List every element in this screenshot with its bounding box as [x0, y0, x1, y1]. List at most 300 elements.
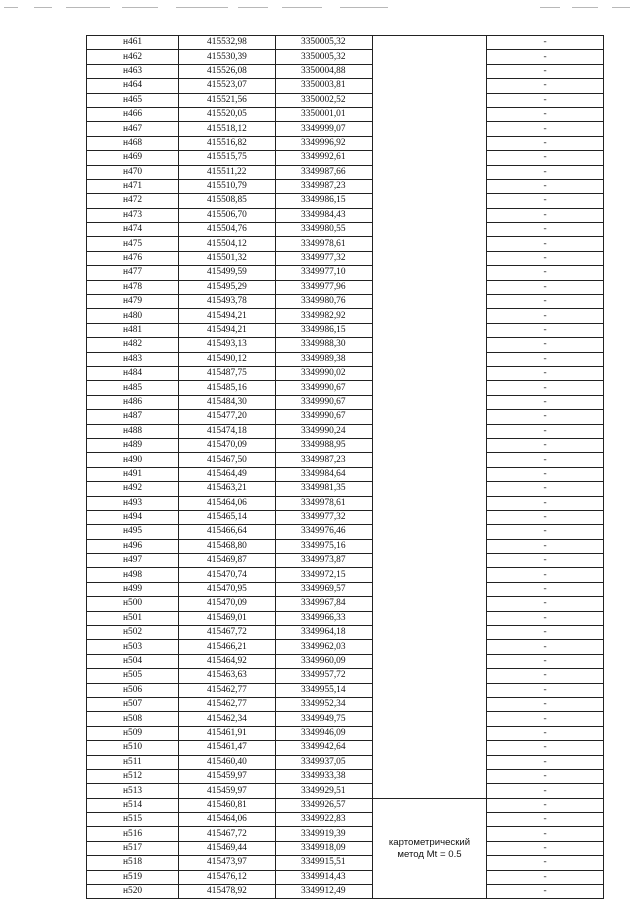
point-name-cell: н519	[87, 870, 179, 884]
point-name-cell: н499	[87, 582, 179, 596]
x-coordinate-cell: 415484,30	[179, 395, 276, 409]
table-row	[87, 525, 604, 539]
y-coordinate-cell: 3349918,09	[276, 841, 373, 855]
table-row	[87, 36, 604, 50]
x-coordinate-cell: 415490,12	[179, 352, 276, 366]
y-coordinate-cell: 3349984,64	[276, 467, 373, 481]
x-coordinate-cell: 415459,97	[179, 784, 276, 798]
x-coordinate-cell: 415526,08	[179, 64, 276, 78]
x-coordinate-cell: 415463,63	[179, 669, 276, 683]
point-name-cell: н464	[87, 79, 179, 93]
y-coordinate-cell: 3349987,23	[276, 179, 373, 193]
y-coordinate-cell: 3349976,46	[276, 525, 373, 539]
x-coordinate-cell: 415485,16	[179, 381, 276, 395]
table-row	[87, 266, 604, 280]
point-name-cell: н485	[87, 381, 179, 395]
accuracy-cell: -	[487, 525, 604, 539]
accuracy-cell: -	[487, 841, 604, 855]
table-row	[87, 237, 604, 251]
x-coordinate-cell: 415470,09	[179, 597, 276, 611]
table-row	[87, 251, 604, 265]
table-row	[87, 856, 604, 870]
point-name-cell: н498	[87, 568, 179, 582]
point-name-cell: н492	[87, 482, 179, 496]
y-coordinate-cell: 3349982,92	[276, 309, 373, 323]
table-row	[87, 827, 604, 841]
x-coordinate-cell: 415462,77	[179, 697, 276, 711]
table-row	[87, 683, 604, 697]
point-name-cell: н510	[87, 741, 179, 755]
table-row	[87, 50, 604, 64]
accuracy-cell: -	[487, 280, 604, 294]
y-coordinate-cell: 3349978,61	[276, 237, 373, 251]
x-coordinate-cell: 415530,39	[179, 50, 276, 64]
x-coordinate-cell: 415464,49	[179, 467, 276, 481]
accuracy-cell: -	[487, 410, 604, 424]
table-row	[87, 280, 604, 294]
point-name-cell: н465	[87, 93, 179, 107]
y-coordinate-cell: 3349984,43	[276, 208, 373, 222]
accuracy-cell: -	[487, 93, 604, 107]
accuracy-cell: -	[487, 654, 604, 668]
table-row	[87, 165, 604, 179]
accuracy-cell: -	[487, 669, 604, 683]
x-coordinate-cell: 415459,97	[179, 769, 276, 783]
y-coordinate-cell: 3349999,07	[276, 122, 373, 136]
accuracy-cell: -	[487, 453, 604, 467]
table-row	[87, 194, 604, 208]
accuracy-cell: -	[487, 712, 604, 726]
accuracy-cell: -	[487, 482, 604, 496]
table-row	[87, 179, 604, 193]
table-row	[87, 841, 604, 855]
accuracy-cell: -	[487, 510, 604, 524]
accuracy-cell: -	[487, 611, 604, 625]
table-row	[87, 438, 604, 452]
method-note-line1: картометрический	[388, 836, 471, 848]
point-name-cell: н488	[87, 424, 179, 438]
y-coordinate-cell: 3349929,51	[276, 784, 373, 798]
y-coordinate-cell: 3349996,92	[276, 136, 373, 150]
x-coordinate-cell: 415464,06	[179, 813, 276, 827]
x-coordinate-cell: 415494,21	[179, 323, 276, 337]
x-coordinate-cell: 415504,76	[179, 223, 276, 237]
x-coordinate-cell: 415469,87	[179, 554, 276, 568]
point-name-cell: н481	[87, 323, 179, 337]
table-row	[87, 366, 604, 380]
table-row	[87, 726, 604, 740]
accuracy-cell: -	[487, 870, 604, 884]
table-row	[87, 453, 604, 467]
table-row	[87, 107, 604, 121]
method-cell-empty	[373, 36, 487, 799]
y-coordinate-cell: 3349922,83	[276, 813, 373, 827]
table-row	[87, 640, 604, 654]
table-row	[87, 467, 604, 481]
point-name-cell: н494	[87, 510, 179, 524]
method-note	[373, 837, 486, 861]
x-coordinate-cell: 415521,56	[179, 93, 276, 107]
point-name-cell: н491	[87, 467, 179, 481]
x-coordinate-cell: 415470,95	[179, 582, 276, 596]
y-coordinate-cell: 3349969,57	[276, 582, 373, 596]
y-coordinate-cell: 3349960,09	[276, 654, 373, 668]
x-coordinate-cell: 415467,50	[179, 453, 276, 467]
accuracy-cell: -	[487, 798, 604, 812]
x-coordinate-cell: 415515,75	[179, 151, 276, 165]
y-coordinate-cell: 3349977,32	[276, 510, 373, 524]
x-coordinate-cell: 415462,34	[179, 712, 276, 726]
point-name-cell: н504	[87, 654, 179, 668]
y-coordinate-cell: 3349964,18	[276, 626, 373, 640]
table-row	[87, 712, 604, 726]
y-coordinate-cell: 3349978,61	[276, 496, 373, 510]
y-coordinate-cell: 3349990,67	[276, 381, 373, 395]
x-coordinate-cell: 415466,21	[179, 640, 276, 654]
accuracy-cell: -	[487, 136, 604, 150]
point-name-cell: н505	[87, 669, 179, 683]
table-row	[87, 223, 604, 237]
accuracy-cell: -	[487, 50, 604, 64]
point-name-cell: н482	[87, 338, 179, 352]
y-coordinate-cell: 3349988,30	[276, 338, 373, 352]
point-name-cell: н502	[87, 626, 179, 640]
point-name-cell: н483	[87, 352, 179, 366]
point-name-cell: н507	[87, 697, 179, 711]
accuracy-cell: -	[487, 323, 604, 337]
point-name-cell: н463	[87, 64, 179, 78]
point-name-cell: н470	[87, 165, 179, 179]
table-row	[87, 122, 604, 136]
x-coordinate-cell: 415487,75	[179, 366, 276, 380]
x-coordinate-cell: 415493,78	[179, 295, 276, 309]
x-coordinate-cell: 415464,92	[179, 654, 276, 668]
x-coordinate-cell: 415467,72	[179, 827, 276, 841]
point-name-cell: н473	[87, 208, 179, 222]
x-coordinate-cell: 415499,59	[179, 266, 276, 280]
point-name-cell: н490	[87, 453, 179, 467]
table-row	[87, 654, 604, 668]
x-coordinate-cell: 415495,29	[179, 280, 276, 294]
y-coordinate-cell: 3349952,34	[276, 697, 373, 711]
point-name-cell: н486	[87, 395, 179, 409]
point-name-cell: н477	[87, 266, 179, 280]
accuracy-cell: -	[487, 266, 604, 280]
y-coordinate-cell: 3349946,09	[276, 726, 373, 740]
table-row	[87, 611, 604, 625]
y-coordinate-cell: 3350005,32	[276, 36, 373, 50]
accuracy-cell: -	[487, 338, 604, 352]
x-coordinate-cell: 415516,82	[179, 136, 276, 150]
accuracy-cell: -	[487, 813, 604, 827]
y-coordinate-cell: 3349937,05	[276, 755, 373, 769]
x-coordinate-cell: 415469,44	[179, 841, 276, 855]
point-name-cell: н467	[87, 122, 179, 136]
accuracy-cell: -	[487, 539, 604, 553]
coordinates-table-body	[87, 36, 604, 899]
accuracy-cell: -	[487, 165, 604, 179]
x-coordinate-cell: 415462,77	[179, 683, 276, 697]
x-coordinate-cell: 415508,85	[179, 194, 276, 208]
accuracy-cell: -	[487, 208, 604, 222]
y-coordinate-cell: 3349987,23	[276, 453, 373, 467]
table-row	[87, 769, 604, 783]
table-row	[87, 539, 604, 553]
point-name-cell: н489	[87, 438, 179, 452]
table-row	[87, 352, 604, 366]
y-coordinate-cell: 3349990,24	[276, 424, 373, 438]
point-name-cell: н495	[87, 525, 179, 539]
point-name-cell: н493	[87, 496, 179, 510]
point-name-cell: н497	[87, 554, 179, 568]
x-coordinate-cell: 415470,09	[179, 438, 276, 452]
y-coordinate-cell: 3349986,15	[276, 194, 373, 208]
point-name-cell: н516	[87, 827, 179, 841]
y-coordinate-cell: 3349981,35	[276, 482, 373, 496]
point-name-cell: н514	[87, 798, 179, 812]
point-name-cell: н487	[87, 410, 179, 424]
point-name-cell: н515	[87, 813, 179, 827]
y-coordinate-cell: 3349980,76	[276, 295, 373, 309]
point-name-cell: н474	[87, 223, 179, 237]
y-coordinate-cell: 3349914,43	[276, 870, 373, 884]
point-name-cell: н472	[87, 194, 179, 208]
y-coordinate-cell: 3349919,39	[276, 827, 373, 841]
table-row	[87, 697, 604, 711]
table-row	[87, 295, 604, 309]
y-coordinate-cell: 3349915,51	[276, 856, 373, 870]
accuracy-cell: -	[487, 36, 604, 50]
accuracy-cell: -	[487, 856, 604, 870]
table-row	[87, 79, 604, 93]
point-name-cell: н512	[87, 769, 179, 783]
table-row	[87, 755, 604, 769]
y-coordinate-cell: 3350004,88	[276, 64, 373, 78]
y-coordinate-cell: 3349989,38	[276, 352, 373, 366]
x-coordinate-cell: 415470,74	[179, 568, 276, 582]
point-name-cell: н461	[87, 36, 179, 50]
accuracy-cell: -	[487, 438, 604, 452]
table-row	[87, 510, 604, 524]
x-coordinate-cell: 415468,80	[179, 539, 276, 553]
point-name-cell: н500	[87, 597, 179, 611]
table-row	[87, 208, 604, 222]
scan-edge-artifact	[0, 0, 640, 16]
y-coordinate-cell: 3349962,03	[276, 640, 373, 654]
table-row	[87, 798, 604, 812]
y-coordinate-cell: 3349933,38	[276, 769, 373, 783]
accuracy-cell: -	[487, 381, 604, 395]
table-row	[87, 496, 604, 510]
y-coordinate-cell: 3349973,87	[276, 554, 373, 568]
table-row	[87, 323, 604, 337]
point-name-cell: н480	[87, 309, 179, 323]
accuracy-cell: -	[487, 237, 604, 251]
x-coordinate-cell: 415477,20	[179, 410, 276, 424]
y-coordinate-cell: 3350001,01	[276, 107, 373, 121]
accuracy-cell: -	[487, 122, 604, 136]
accuracy-cell: -	[487, 496, 604, 510]
y-coordinate-cell: 3349977,96	[276, 280, 373, 294]
accuracy-cell: -	[487, 107, 604, 121]
accuracy-cell: -	[487, 79, 604, 93]
x-coordinate-cell: 415461,91	[179, 726, 276, 740]
y-coordinate-cell: 3349955,14	[276, 683, 373, 697]
y-coordinate-cell: 3349949,75	[276, 712, 373, 726]
y-coordinate-cell: 3350003,81	[276, 79, 373, 93]
x-coordinate-cell: 415518,12	[179, 122, 276, 136]
accuracy-cell: -	[487, 295, 604, 309]
x-coordinate-cell: 415466,64	[179, 525, 276, 539]
table-row	[87, 482, 604, 496]
x-coordinate-cell: 415463,21	[179, 482, 276, 496]
point-name-cell: н478	[87, 280, 179, 294]
table-row	[87, 885, 604, 899]
table-row	[87, 669, 604, 683]
point-name-cell: н511	[87, 755, 179, 769]
y-coordinate-cell: 3349957,72	[276, 669, 373, 683]
accuracy-cell: -	[487, 683, 604, 697]
table-row	[87, 870, 604, 884]
accuracy-cell: -	[487, 366, 604, 380]
table-row	[87, 64, 604, 78]
x-coordinate-cell: 415460,40	[179, 755, 276, 769]
method-cell	[373, 798, 487, 899]
y-coordinate-cell: 3349990,02	[276, 366, 373, 380]
y-coordinate-cell: 3349926,57	[276, 798, 373, 812]
point-name-cell: н479	[87, 295, 179, 309]
x-coordinate-cell: 415476,12	[179, 870, 276, 884]
accuracy-cell: -	[487, 827, 604, 841]
x-coordinate-cell: 415511,22	[179, 165, 276, 179]
x-coordinate-cell: 415493,13	[179, 338, 276, 352]
accuracy-cell: -	[487, 568, 604, 582]
y-coordinate-cell: 3349992,61	[276, 151, 373, 165]
accuracy-cell: -	[487, 769, 604, 783]
accuracy-cell: -	[487, 64, 604, 78]
point-name-cell: н468	[87, 136, 179, 150]
point-name-cell: н503	[87, 640, 179, 654]
x-coordinate-cell: 415510,79	[179, 179, 276, 193]
x-coordinate-cell: 415504,12	[179, 237, 276, 251]
point-name-cell: н484	[87, 366, 179, 380]
accuracy-cell: -	[487, 640, 604, 654]
table-row	[87, 424, 604, 438]
y-coordinate-cell: 3349986,15	[276, 323, 373, 337]
y-coordinate-cell: 3349990,67	[276, 410, 373, 424]
point-name-cell: н506	[87, 683, 179, 697]
accuracy-cell: -	[487, 309, 604, 323]
accuracy-cell: -	[487, 194, 604, 208]
table-row	[87, 410, 604, 424]
table-row	[87, 395, 604, 409]
point-name-cell: н462	[87, 50, 179, 64]
y-coordinate-cell: 3349975,16	[276, 539, 373, 553]
y-coordinate-cell: 3349967,84	[276, 597, 373, 611]
point-name-cell: н509	[87, 726, 179, 740]
x-coordinate-cell: 415467,72	[179, 626, 276, 640]
accuracy-cell: -	[487, 395, 604, 409]
y-coordinate-cell: 3349990,67	[276, 395, 373, 409]
x-coordinate-cell: 415532,98	[179, 36, 276, 50]
point-name-cell: н475	[87, 237, 179, 251]
point-name-cell: н517	[87, 841, 179, 855]
table-row	[87, 554, 604, 568]
y-coordinate-cell: 3349977,32	[276, 251, 373, 265]
accuracy-cell: -	[487, 755, 604, 769]
accuracy-cell: -	[487, 597, 604, 611]
table-row	[87, 568, 604, 582]
table-row	[87, 338, 604, 352]
table-row	[87, 582, 604, 596]
accuracy-cell: -	[487, 697, 604, 711]
x-coordinate-cell: 415520,05	[179, 107, 276, 121]
accuracy-cell: -	[487, 554, 604, 568]
x-coordinate-cell: 415494,21	[179, 309, 276, 323]
table-row	[87, 93, 604, 107]
y-coordinate-cell: 3349912,49	[276, 885, 373, 899]
table-row	[87, 151, 604, 165]
coordinates-table	[86, 35, 604, 899]
x-coordinate-cell: 415469,01	[179, 611, 276, 625]
table-row	[87, 626, 604, 640]
x-coordinate-cell: 415506,70	[179, 208, 276, 222]
point-name-cell: н466	[87, 107, 179, 121]
point-name-cell: н518	[87, 856, 179, 870]
accuracy-cell: -	[487, 582, 604, 596]
method-note-line2: метод Mt = 0.5	[397, 848, 462, 860]
accuracy-cell: -	[487, 467, 604, 481]
point-name-cell: н496	[87, 539, 179, 553]
table-row	[87, 136, 604, 150]
point-name-cell: н469	[87, 151, 179, 165]
x-coordinate-cell: 415460,81	[179, 798, 276, 812]
x-coordinate-cell: 415465,14	[179, 510, 276, 524]
table-row	[87, 813, 604, 827]
point-name-cell: н520	[87, 885, 179, 899]
point-name-cell: н476	[87, 251, 179, 265]
y-coordinate-cell: 3349980,55	[276, 223, 373, 237]
point-name-cell: н508	[87, 712, 179, 726]
y-coordinate-cell: 3350005,32	[276, 50, 373, 64]
accuracy-cell: -	[487, 352, 604, 366]
table-row	[87, 309, 604, 323]
x-coordinate-cell: 415478,92	[179, 885, 276, 899]
accuracy-cell: -	[487, 251, 604, 265]
y-coordinate-cell: 3349972,15	[276, 568, 373, 582]
x-coordinate-cell: 415461,47	[179, 741, 276, 755]
table-row	[87, 741, 604, 755]
point-name-cell: н471	[87, 179, 179, 193]
x-coordinate-cell: 415473,97	[179, 856, 276, 870]
y-coordinate-cell: 3350002,52	[276, 93, 373, 107]
x-coordinate-cell: 415474,18	[179, 424, 276, 438]
accuracy-cell: -	[487, 784, 604, 798]
y-coordinate-cell: 3349966,33	[276, 611, 373, 625]
table-row	[87, 381, 604, 395]
point-name-cell: н501	[87, 611, 179, 625]
x-coordinate-cell: 415523,07	[179, 79, 276, 93]
accuracy-cell: -	[487, 424, 604, 438]
table-row	[87, 784, 604, 798]
accuracy-cell: -	[487, 151, 604, 165]
accuracy-cell: -	[487, 741, 604, 755]
y-coordinate-cell: 3349987,66	[276, 165, 373, 179]
accuracy-cell: -	[487, 626, 604, 640]
x-coordinate-cell: 415501,32	[179, 251, 276, 265]
accuracy-cell: -	[487, 179, 604, 193]
x-coordinate-cell: 415464,06	[179, 496, 276, 510]
